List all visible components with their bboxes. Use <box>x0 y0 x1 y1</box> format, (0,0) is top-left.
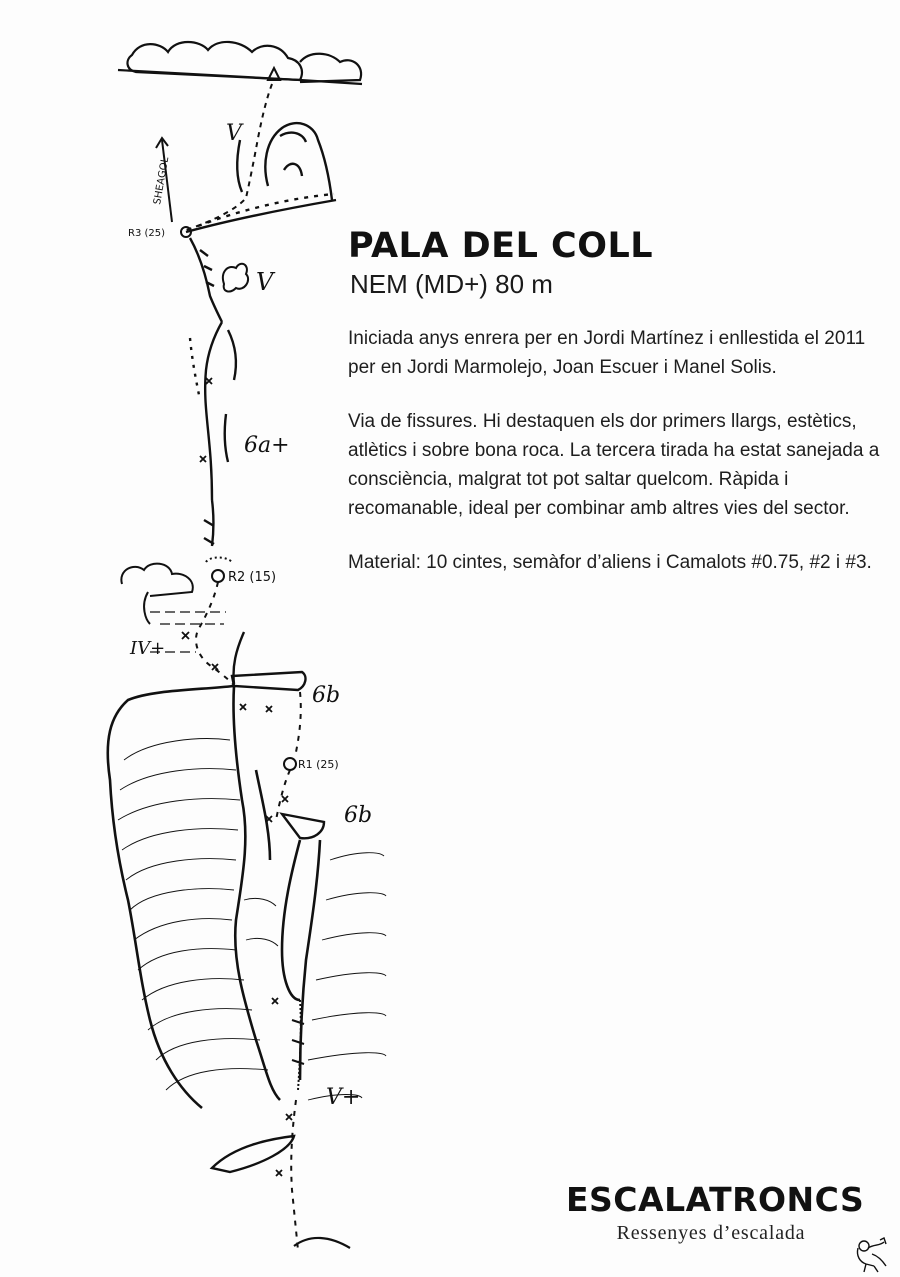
grade-traverse: IV+ <box>130 638 166 659</box>
descent-label: SHEAGOL <box>152 156 172 206</box>
route-gear-paragraph: Material: 10 cintes, semàfor d’aliens i Camalots #0.75, #2 i #3. <box>348 552 872 573</box>
climber-logo-icon <box>852 1236 892 1274</box>
ledge-bush <box>121 564 192 624</box>
pitch3-crack <box>190 238 222 322</box>
traverse-bolts <box>182 632 218 670</box>
grade-pitch1-lower: 6b <box>344 803 373 828</box>
traverse-line <box>196 582 236 688</box>
ground-rocks <box>294 1238 350 1248</box>
grade-pitch1-upper: 6b <box>312 683 341 708</box>
bottom-roof <box>212 1136 294 1172</box>
pitch1-line <box>276 692 301 820</box>
belay-r2-label: R2 (15) <box>228 570 277 585</box>
pitch2-crack <box>190 322 236 546</box>
grade-start: V+ <box>326 1085 361 1110</box>
belay-r1-label: R1 (25) <box>298 758 339 771</box>
brand-name: ESCALATRONCS <box>566 1180 865 1219</box>
route-subtitle: NEM (MD+) 80 m <box>350 269 553 299</box>
brand-tagline: Ressenyes d’escalada <box>616 1222 806 1244</box>
grade-pitch3: V <box>256 268 274 296</box>
belay-r3-label: R3 (25) <box>128 228 166 239</box>
grade-top: V <box>226 121 242 146</box>
route-description-paragraph: Via de fissures. Hi destaquen els dor primers llargs, estètics, atlètics i sobre bona roca. La tercera tirada ha estat sanejada a consciència, malgrat tot pot saltar quelcom. Ràpida i recomanable, ideal per combinar amb altres vies del sector. <box>348 411 880 519</box>
belay-r1-icon <box>284 758 296 770</box>
main-wall-outline <box>108 686 320 1108</box>
route-history-paragraph: Iniciada anys enrera per en Jordi Martínez i enllestida el 2011 per en Jordi Marmolejo, Joan Escuer i Manel Solis. <box>348 328 866 378</box>
approach-line <box>291 1100 298 1250</box>
route-title: PALA DEL COLL <box>348 226 654 266</box>
summit-vegetation <box>118 42 362 84</box>
route-info <box>348 226 888 577</box>
pitch3-bush <box>223 264 248 292</box>
brand-block <box>566 1180 865 1244</box>
summit-boulder <box>186 123 336 232</box>
grade-pitch2: 6a+ <box>244 433 290 458</box>
lower-roof <box>282 814 324 838</box>
pitch1-bolts <box>240 704 292 1176</box>
upper-roof <box>232 632 305 690</box>
